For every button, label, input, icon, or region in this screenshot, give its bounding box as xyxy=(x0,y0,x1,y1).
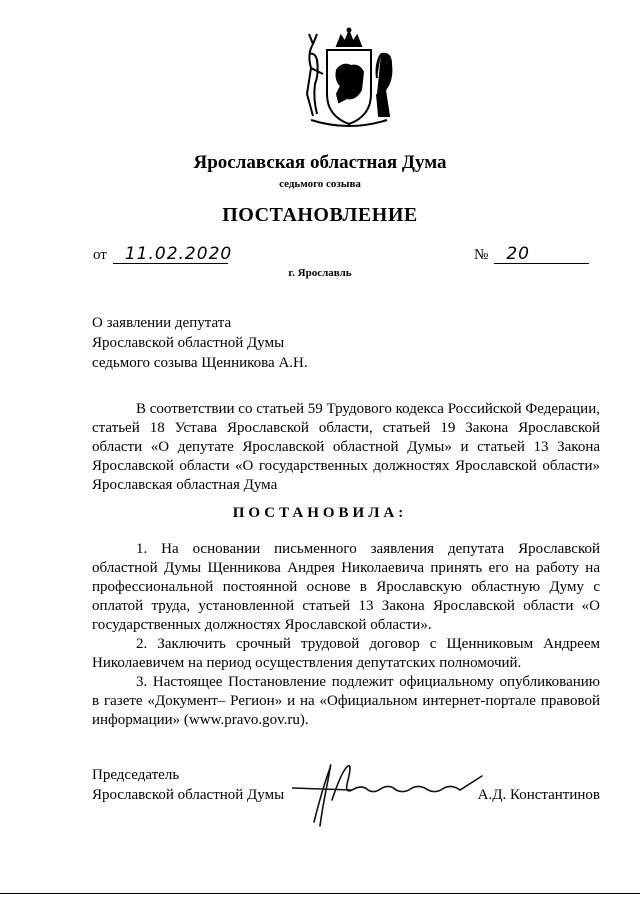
date-prefix: от xyxy=(93,247,107,263)
date-underline xyxy=(113,243,233,264)
number-underline xyxy=(494,243,589,264)
number-field xyxy=(474,243,589,264)
signatory-name: А.Д. Константинов xyxy=(477,787,600,803)
date-field xyxy=(93,243,233,264)
coat-of-arms-emblem xyxy=(293,24,405,136)
subject-block xyxy=(92,313,308,373)
resolution-item: 3. Настоящее Постановление подлежит официальному опубликованию в газете «Документ– Регион» и на «Официальном интернет-портале правовой информации» (www.pravo.gov.ru). xyxy=(92,674,600,728)
number-value: 20 xyxy=(506,244,530,264)
number-prefix: № xyxy=(474,247,489,263)
convocation-subtitle: седьмого созыва xyxy=(279,178,361,190)
document-type-heading: ПОСТАНОВЛЕНИЕ xyxy=(222,204,418,226)
subject-line: седьмого созыва Щенникова А.Н. xyxy=(92,355,308,371)
signatory-role-line: Председатель xyxy=(92,767,180,783)
resolution-items xyxy=(92,540,600,730)
subject-line: О заявлении депутата xyxy=(92,315,232,331)
city-label: г. Ярославль xyxy=(288,267,352,279)
resolution-item: 2. Заключить срочный трудовой договор с Щенниковым Андреем Николаевичем на период осуществления депутатских полномочий. xyxy=(92,636,600,671)
subject-line: Ярославской областной Думы xyxy=(92,335,285,351)
handwritten-signature xyxy=(292,750,502,830)
signatory-role-line: Ярославской областной Думы xyxy=(92,787,285,803)
date-value: 11.02.2020 xyxy=(124,244,233,264)
resolution-item: 1. На основании письменного заявления депутата Ярославской областной Думы Щенникова Андрея Николаевича принять его на работу на профессиональной постоянной основе в Ярославскую областную Думу с оплатой труда, установленной статьей 13 Закона Ярославской области «О государственных должностях Ярославской области». xyxy=(92,541,600,633)
resolved-heading: ПОСТАНОВИЛА: xyxy=(232,505,408,521)
organization-title: Ярославская областная Дума xyxy=(193,152,447,173)
page-bottom-rule xyxy=(0,893,640,894)
preamble-paragraph: В соответствии со статьей 59 Трудового кодекса Российской Федерации, статьей 18 Устава Ярославской области, статьей 19 Закона Ярославской области «О депутате Ярославской областной Думы» и статьей 13 Закона Ярославской области «О государственных должностях Ярославской области» Ярославская областная Дума xyxy=(92,401,600,493)
